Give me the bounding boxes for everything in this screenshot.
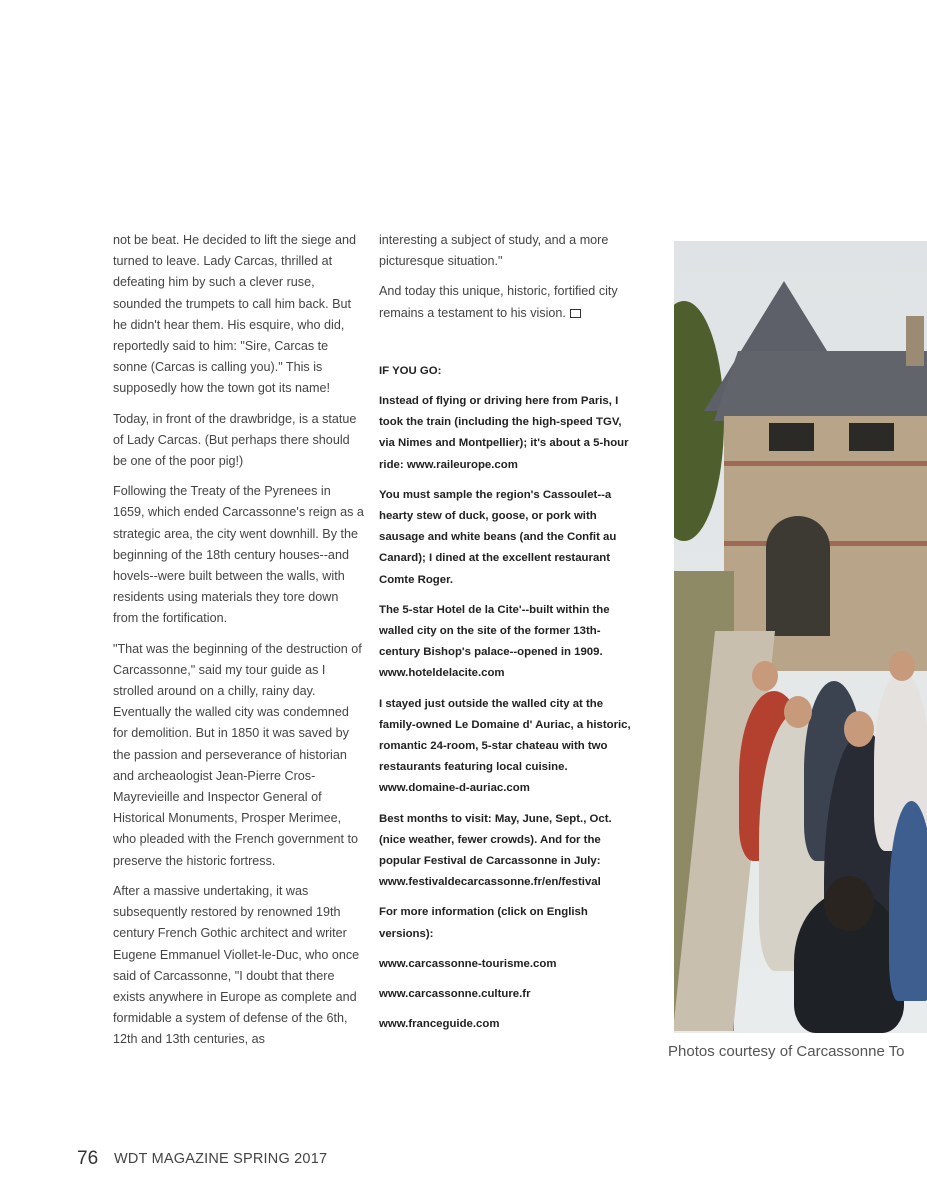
sidebar-item: Best months to visit: May, June, Sept., Oct. (nice weather, fewer crowds). And for the popular Festival de Carcassonne in July: www.festivaldecarcassonne.fr/en/festival	[379, 812, 612, 889]
magazine-title: WDT MAGAZINE SPRING 2017	[114, 1151, 328, 1167]
tourist-head	[844, 711, 874, 747]
paragraph: not be beat. He decided to lift the siege and turned to leave. Lady Carcas, thrilled at defeating him by such a clever ruse, sounded the trumpets to call him back. But he didn't hear them. His esquire, who did, reportedly said to him: "Sire, Carcas te sonne (Carcas is calling you)." This is supposedly how the town got its name!	[113, 233, 356, 396]
paragraph: interesting a subject of study, and a more picturesque situation."	[379, 233, 609, 269]
paragraph: After a massive undertaking, it was subsequently restored by renowned 19th century French Gothic architect and writer Eugene Emmanuel Viollet-le-Duc, who once said of Carcassonne, "I doubt that there exists anywhere in Europe as complete and formidable a system of defense of the 6th, 12th and 13th centuries, as	[113, 883, 360, 1047]
tourist-head	[824, 876, 874, 931]
sidebar-link[interactable]: www.franceguide.com	[379, 1018, 500, 1031]
sidebar-link[interactable]: www.carcassonne-tourisme.com	[379, 957, 557, 970]
sidebar-heading: IF YOU GO:	[379, 364, 442, 377]
sidebar-item: The 5-star Hotel de la Cite'--built within the walled city on the site of the former 13th-century Bishop's palace--opened in 1909. www.hoteldelacite.com	[379, 603, 610, 680]
paragraph-text: And today this unique, historic, fortified city remains a testament to his vision.	[379, 284, 618, 320]
chimney	[906, 316, 924, 366]
article-column-2	[379, 230, 631, 1045]
sidebar-item: For more information (click on English versions):	[379, 906, 588, 940]
paragraph: Following the Treaty of the Pyrenees in 1659, which ended Carcassonne's reign as a strategic area, the city went downhill. By the beginning of the 18th century houses--and hovels--were built between the walls, with residents using materials they tore down from the fortification.	[113, 484, 364, 626]
article-column-1	[113, 230, 365, 1060]
brick-band	[724, 461, 927, 466]
sidebar-item: You must sample the region's Cassoulet--a hearty stew of duck, goose, or pork with sausage and white beans (and the Confit au Canard); I dined at the excellent restaurant Comte Roger.	[379, 488, 617, 586]
tourist-head	[784, 696, 812, 728]
tourist	[889, 801, 927, 1001]
gatehouse-roof	[714, 351, 927, 421]
page-number: 76	[77, 1148, 99, 1169]
tourist-head	[889, 651, 915, 681]
carcassonne-gate-photo	[674, 241, 927, 1033]
tower-window	[849, 423, 894, 451]
sidebar-item: I stayed just outside the walled city at the family-owned Le Domaine d' Auriac, a historic, romantic 24-room, 5-star chateau with two restaurants featuring local cuisine. www.domaine-d-auriac.com	[379, 697, 631, 795]
if-you-go-sidebar	[379, 361, 631, 1036]
paragraph-final	[379, 281, 631, 323]
sidebar-item: Instead of flying or driving here from Paris, I took the train (including the high-speed TGV, via Nimes and Montpellier); it's about a 5-hour ride: www.raileurope.com	[379, 395, 629, 471]
end-of-story-icon	[570, 309, 581, 318]
tourist-head	[752, 661, 778, 691]
paragraph: "That was the beginning of the destruction of Carcassonne," said my tour guide as I strolled around on a chilly, rainy day. Eventually the walled city was condemned for demolition. But in 1850 it was saved by the passion and perseverance of historian and archeaologist Jean-Pierre Cros-Mayrevieille and Inspector General of Historical Monuments, Prosper Merimee, who pleaded with the French government to preserve the historic fortress.	[113, 641, 362, 868]
sidebar-link[interactable]: www.carcassonne.culture.fr	[379, 988, 531, 1001]
paragraph: Today, in front of the drawbridge, is a statue of Lady Carcas. (But perhaps there should be one of the poor pig!)	[113, 411, 357, 469]
gate-archway	[766, 516, 830, 636]
spacer	[379, 333, 631, 361]
photo-caption: Photos courtesy of Carcassonne To	[668, 1043, 905, 1060]
tower-window	[769, 423, 814, 451]
